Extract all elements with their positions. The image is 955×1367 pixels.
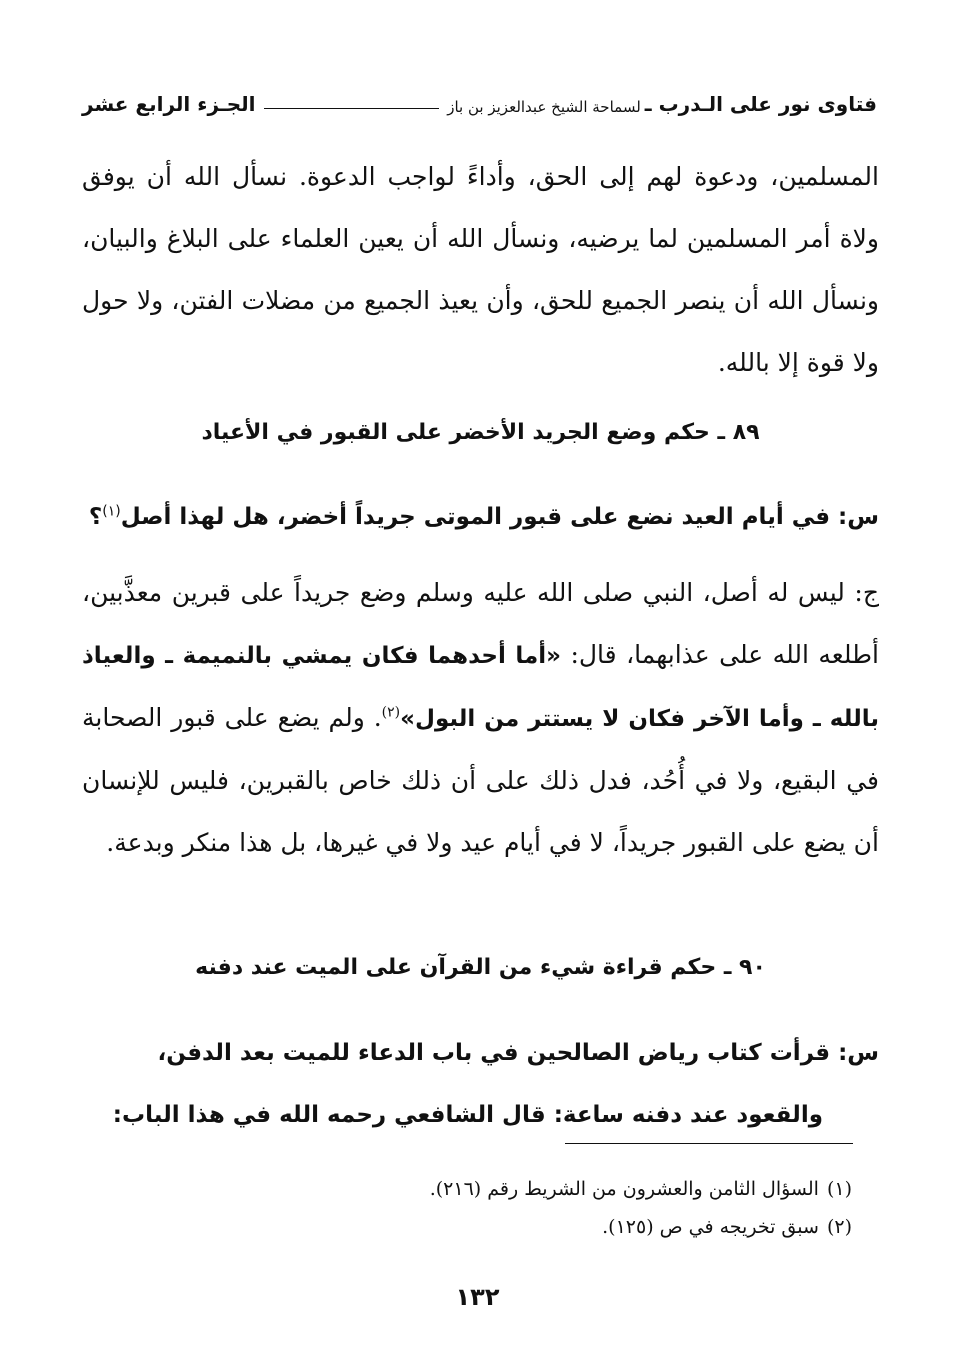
footnotes bbox=[82, 1170, 852, 1246]
footnote bbox=[82, 1170, 852, 1208]
footnote-separator bbox=[565, 1143, 853, 1144]
question-line-2: والقعود عند دفنه ساعة: قال الشافعي رحمه الله في هذا الباب: bbox=[112, 1102, 823, 1128]
footnote-mark: (١) bbox=[826, 1178, 852, 1200]
footnote-mark: (٢) bbox=[826, 1216, 852, 1238]
footnote-ref-2: (٢) bbox=[381, 704, 401, 721]
question-line-1: س: قرأت كتاب رياض الصالحين في باب الدعاء للميت بعد الدفن، bbox=[157, 1040, 879, 1066]
footnote-ref-1: (١) bbox=[102, 503, 121, 520]
header-title-group bbox=[447, 92, 877, 116]
section-89-question bbox=[82, 486, 879, 548]
header-author: لسماحة الشيخ عبدالعزيز بن باز bbox=[447, 98, 641, 116]
section-89-answer bbox=[82, 562, 879, 874]
hadith-quote: «أما أحدهما فكان يمشي بالنميمة ـ والعياذ بالله ـ وأما الآخر فكان لا يستتر من البول» bbox=[82, 643, 879, 732]
page-number: ١٣٢ bbox=[455, 1283, 500, 1311]
section-90-heading: ٩٠ ـ حكم قراءة شيء من القرآن على الميت عند دفنه bbox=[195, 955, 766, 980]
answer-start: ج: ليس له أصل، النبي صلى الله عليه وسلم وضع جريداً على قبرين معذَّبين، أطلعه الله على عذابهما، قال: bbox=[82, 578, 879, 669]
answer-end: . ولم يضع على قبور الصحابة في البقيع، ولا في أُحُد، فدل ذلك على أن ذلك خاص بالقبرين، فليس للإنسان أن يضع على القبور جريداً، لا في أيام عيد ولا في غيرها، بل هذا منكر وبدعة. bbox=[82, 703, 879, 857]
footnote-text: سبق تخريجه في ص (١٢٥). bbox=[602, 1216, 819, 1238]
intro-paragraph: المسلمين، ودعوة لهم إلى الحق، وأداءً لواجب الدعوة. نسأل الله أن يوفق ولاة أمر المسلمين لما يرضيه، ونسأل الله أن يعين العلماء على البلاغ والبيان، ونسأل الله أن ينصر الجميع للحق، وأن يعيذ الجميع من مضلات الفتن، ولا حول ولا قوة إلا بالله. bbox=[82, 162, 879, 377]
question-mark: ؟ bbox=[88, 504, 103, 530]
header-rule bbox=[264, 108, 440, 109]
footnote-text: السؤال الثامن والعشرون من الشريط رقم (٢١٦). bbox=[429, 1178, 819, 1200]
section-89-heading: ٨٩ ـ حكم وضع الجريد الأخضر على القبور في الأعياد bbox=[201, 420, 760, 445]
running-header bbox=[82, 82, 877, 116]
footnote bbox=[82, 1208, 852, 1246]
question-text: س: في أيام العيد نضع على قبور الموتى جريداً أخضر، هل لهذا أصل bbox=[120, 504, 879, 530]
header-part: الجـزء الرابع عشر bbox=[82, 92, 256, 116]
header-book-title: فتاوى نور على الـدرب ـ bbox=[644, 92, 877, 116]
section-90-question bbox=[82, 1022, 879, 1146]
